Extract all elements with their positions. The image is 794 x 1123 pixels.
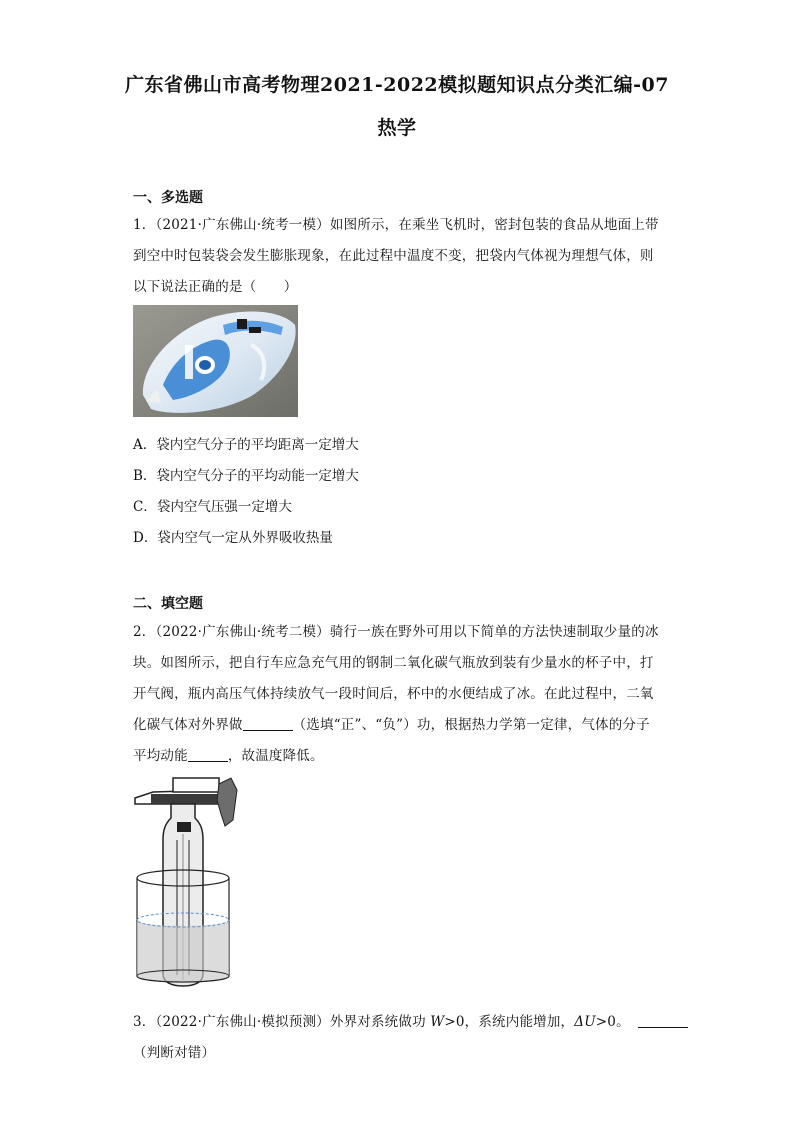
q1-option-c: C．袋内空气压强一定增大 xyxy=(133,499,292,515)
q3-var-w: W xyxy=(430,1014,445,1030)
q2-answer-blank-2[interactable] xyxy=(188,747,228,762)
page-title: 广东省佛山市高考物理2021-2022模拟题知识点分类汇编-07 xyxy=(125,74,669,96)
q3-text: >0。 xyxy=(595,1014,630,1030)
section-heading-fill-in: 二、填空题 xyxy=(133,596,203,612)
q2-stem-line-1: 2．（2022·广东佛山·统考二模）骑行一族在野外可用以下简单的方法快速制取少量的冰 xyxy=(133,624,659,640)
q2-text: （选填“正”、“负”）功，根据热力学第一定律，气体的分子 xyxy=(292,717,650,733)
co2-cylinder-in-cup-diagram xyxy=(133,770,245,988)
section-heading-multiple-choice: 一、多选题 xyxy=(133,190,203,206)
q3-stem-line-2: （判断对错） xyxy=(133,1045,216,1061)
q3-text: 3．（2022·广东佛山·模拟预测）外界对系统做功 xyxy=(133,1014,426,1030)
q2-answer-blank-1[interactable] xyxy=(243,716,293,731)
q1-stem-line-2: 到空中时包装袋会发生膨胀现象，在此过程中温度不变，把袋内气体视为理想气体，则 xyxy=(133,248,654,264)
q2-text: ，故温度降低。 xyxy=(227,748,324,764)
q1-stem-line-1: 1．（2021·广东佛山·统考一模）如图所示，在乘坐飞机时，密封包装的食品从地面上带 xyxy=(133,217,659,233)
q1-option-a: A．袋内空气分子的平均距离一定增大 xyxy=(133,437,359,453)
q1-option-b: B．袋内空气分子的平均动能一定增大 xyxy=(133,468,359,484)
q3-stem-line-1 xyxy=(133,1010,663,1030)
q2-stem-line-5 xyxy=(133,744,663,764)
q2-stem-line-4 xyxy=(133,713,663,733)
q3-var-delta-u: ΔU xyxy=(574,1014,596,1030)
q3-answer-blank[interactable] xyxy=(638,1013,688,1028)
q2-text: 平均动能 xyxy=(133,748,188,764)
q3-text: >0，系统内能增加， xyxy=(444,1014,575,1030)
q1-option-d: D．袋内空气一定从外界吸收热量 xyxy=(133,530,333,546)
q2-stem-line-2: 块。如图所示，把自行车应急充气用的钢制二氧化碳气瓶放到装有少量水的杯子中，打 xyxy=(133,655,654,671)
q2-stem-line-3: 开气阀，瓶内高压气体持续放气一段时间后，杯中的水便结成了冰。在此过程中，二氧 xyxy=(133,686,654,702)
page-subtitle: 热学 xyxy=(377,117,417,139)
q1-stem-line-3: 以下说法正确的是（ ） xyxy=(133,279,298,295)
sealed-snack-bag-photo xyxy=(133,305,298,417)
q2-text: 化碳气体对外界做 xyxy=(133,717,243,733)
